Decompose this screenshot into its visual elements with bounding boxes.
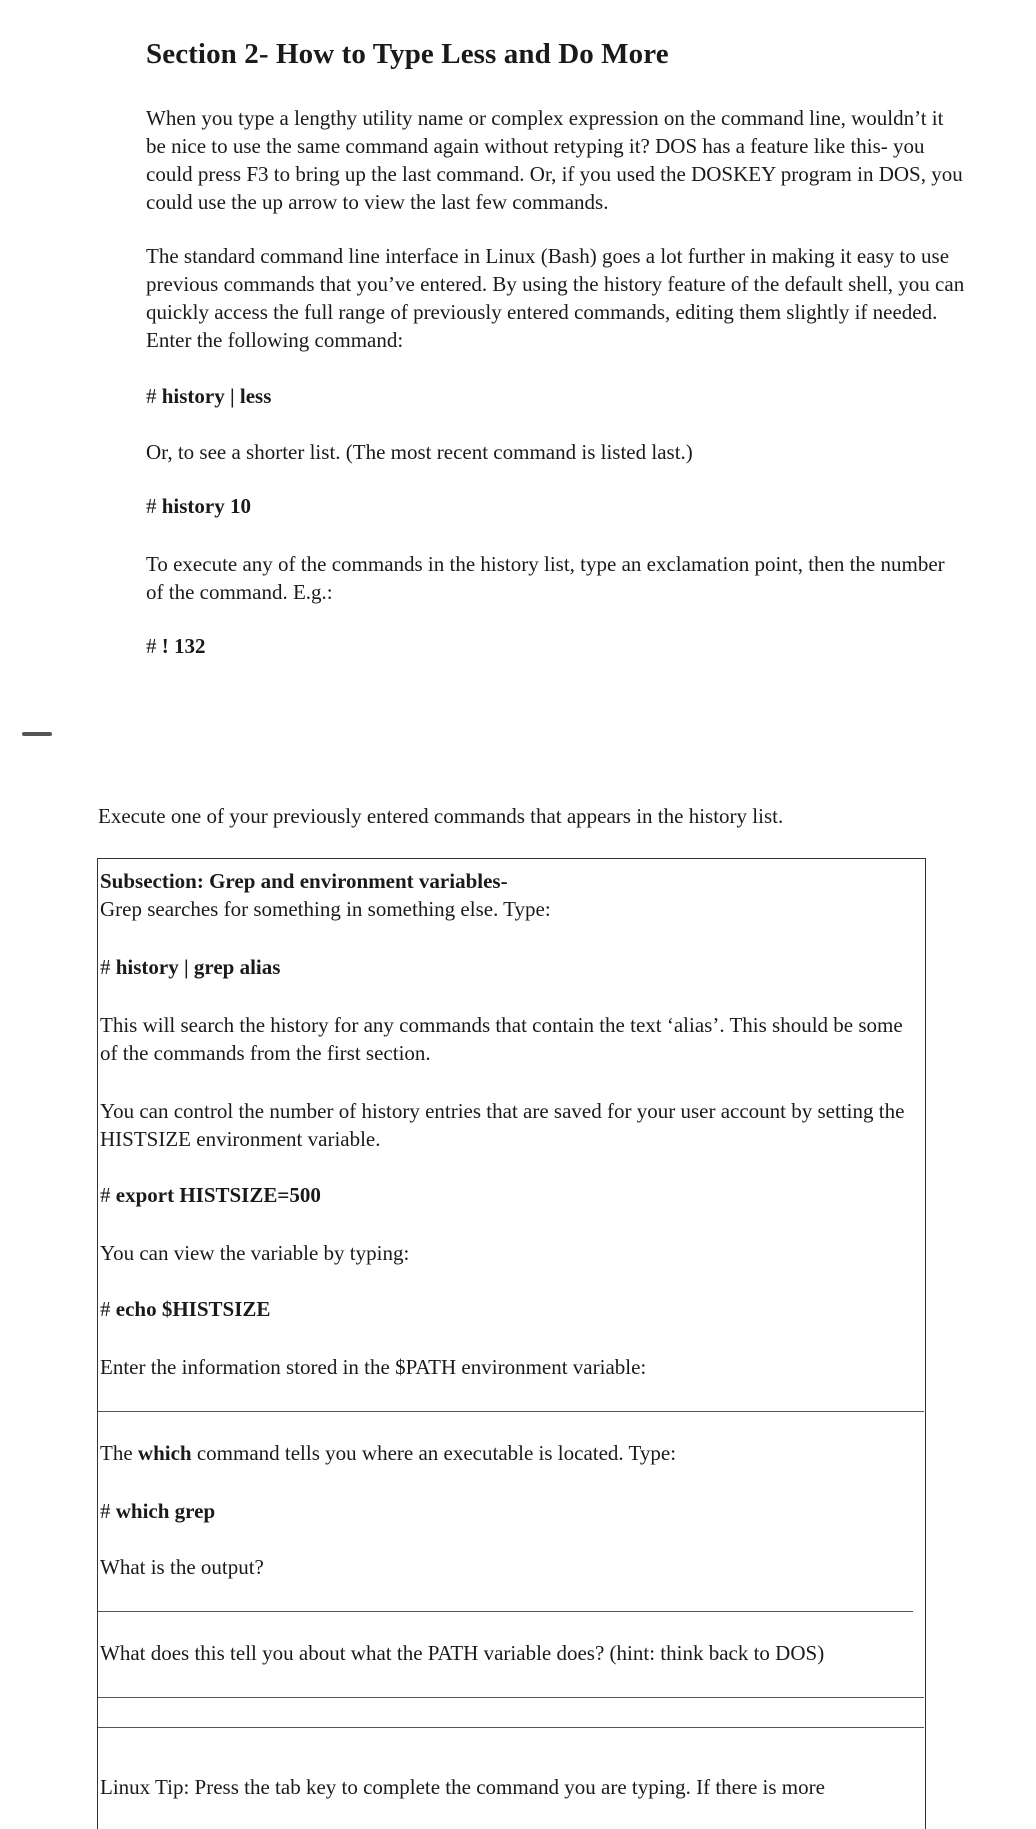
command-text: which grep — [115, 1499, 216, 1523]
margin-mark — [22, 732, 52, 736]
command-prefix: # — [100, 1183, 116, 1207]
command-prefix: # — [146, 494, 162, 518]
linux-tip-text: Linux Tip: Press the tab key to complete the command you are typing. If there is more — [100, 1775, 825, 1799]
command-prefix: # — [100, 955, 116, 979]
answer-line-meaning-1[interactable] — [98, 1697, 924, 1698]
command-prefix: # — [100, 1499, 116, 1523]
command-prefix: # — [146, 634, 162, 658]
command-text: echo $HISTSIZE — [115, 1297, 271, 1321]
output-question: What is the output? — [100, 1555, 264, 1579]
which-pre: The — [100, 1441, 138, 1465]
answer-line-output[interactable] — [98, 1611, 913, 1612]
histsize-text: You can control the number of history entries that are saved for your user account by setting the HISTSIZE environment variable. — [100, 1099, 905, 1151]
path-meaning-question: What does this tell you about what the PATH variable does? (hint: think back to DOS) — [100, 1641, 825, 1665]
answer-line-meaning-2[interactable] — [98, 1727, 924, 1728]
command-prefix: # — [146, 384, 162, 408]
command-text: ! 132 — [161, 634, 206, 658]
command-grep — [100, 953, 915, 981]
execute-paragraph: To execute any of the commands in the history list, type an exclamation point, then the number of the command. E.g.: — [146, 552, 945, 604]
answer-line-path[interactable] — [98, 1411, 924, 1412]
command-echo — [100, 1295, 915, 1323]
command-history-less — [146, 382, 271, 410]
command-text: history 10 — [161, 494, 251, 518]
command-text: export HISTSIZE=500 — [115, 1183, 321, 1207]
grep-intro-text: Grep searches for something in something else. Type: — [100, 897, 551, 921]
which-text — [100, 1439, 915, 1467]
grep-result-text: This will search the history for any commands that contain the text ‘alias’. This should be some of the commands from the first section. — [100, 1013, 903, 1065]
command-history-10 — [146, 492, 251, 520]
intro-paragraph: When you type a lengthy utility name or complex expression on the command line, wouldn’t it be nice to use the same command again without retyping it? DOS has a feature like this- you could press F3 to bring up the last command. Or, if you used the DOSKEY program in DOS, you could use the up arrow to view the last few commands. — [146, 106, 963, 214]
command-text: history | less — [161, 384, 272, 408]
which-word: which — [137, 1441, 192, 1465]
section-title: Section 2- How to Type Less and Do More — [146, 38, 669, 70]
subsection-heading: Subsection: Grep and environment variables- — [100, 869, 508, 893]
command-prefix: # — [100, 1297, 116, 1321]
command-text: history | grep alias — [115, 955, 281, 979]
bash-paragraph: The standard command line interface in Linux (Bash) goes a lot further in making it easy to use previous commands that you’ve entered. By using the history feature of the default shell, you can quickly access the full range of previously entered commands, editing them slightly if needed. Enter the following command: — [146, 244, 965, 352]
subsection-box — [97, 858, 926, 1829]
view-var-text: You can view the variable by typing: — [100, 1241, 410, 1265]
task-execute-text: Execute one of your previously entered commands that appears in the history list. — [98, 804, 784, 828]
command-bang — [146, 632, 206, 660]
shorter-list-text: Or, to see a shorter list. (The most recent command is listed last.) — [146, 440, 693, 464]
path-question: Enter the information stored in the $PATH environment variable: — [100, 1355, 647, 1379]
which-post: command tells you where an executable is located. Type: — [191, 1441, 677, 1465]
command-which — [100, 1497, 915, 1525]
command-export — [100, 1181, 915, 1209]
